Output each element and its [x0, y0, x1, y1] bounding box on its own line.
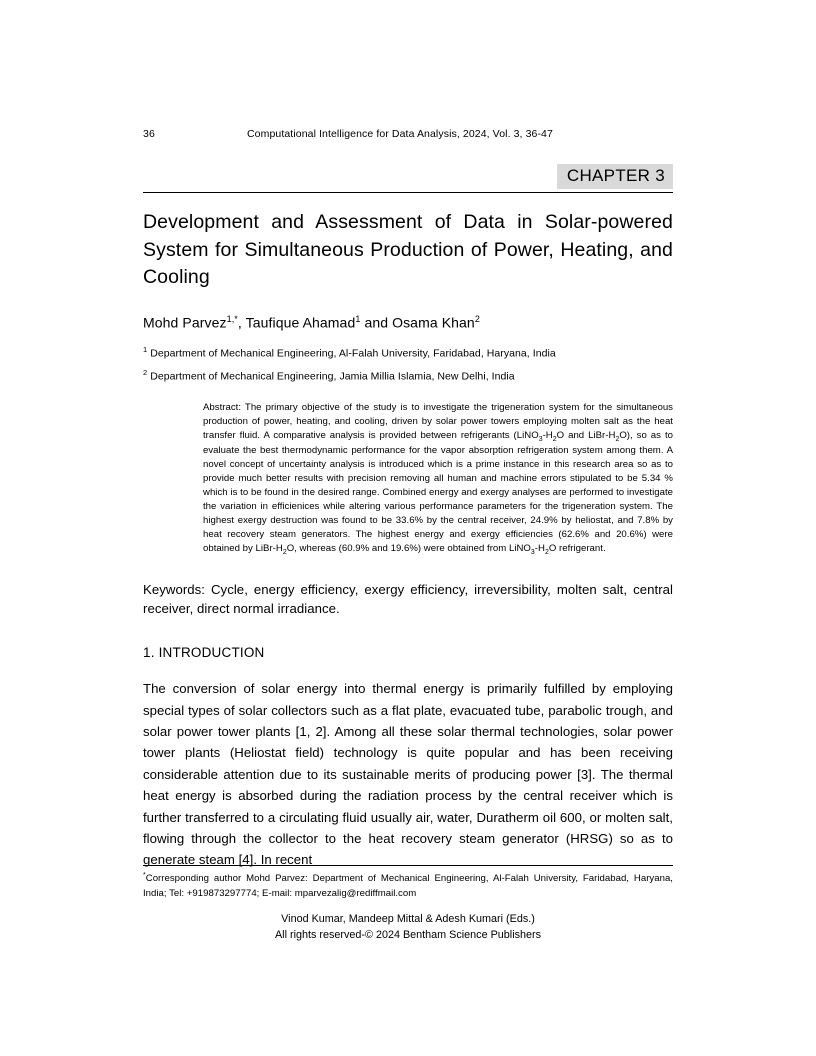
copyright-line: All rights reserved-© 2024 Bentham Science Publishers	[274, 929, 541, 942]
footnote-divider	[143, 865, 673, 866]
header-divider	[143, 192, 673, 193]
abstract-block	[203, 401, 673, 558]
abstract-text-1: The primary objective of the study is to investigate the trigeneration system for the simultaneous production of power, heating, and cooling, driven by solar power towers employing molten salt as the heat transfer fluid. A comparative analysis is provided between refrigerants (LiNO	[203, 401, 673, 441]
abstract-text-4: O), so as to evaluate the best thermodynamic performance for the vapor absorption refrigeration system among them. A novel concept of uncertainty analysis is introduced which is a prime instance in this research area so as to provide much better results with precision removing all human and machine errors stipulated to be 5.34 % which is to be found in the desired range. Combined energy and exergy analyses are performed to investigate the variation in efficienices while altering various performance parameters for the trigeneration system. The highest exergy destruction was found to be 33.6% by the central receiver, 24.9% by heliostat, and 7.8% by heat recovery steam generators. The highest energy and exergy efficiencies (62.6% and 20.6%) were obtained by LiBr-H	[203, 429, 673, 554]
keywords-text: Cycle, energy efficiency, exergy efficiency, irreversibility, molten salt, central receiver, direct normal irradiance.	[143, 581, 673, 617]
section-heading-introduction: 1. INTRODUCTION	[143, 645, 265, 661]
author-name-3: Osama Khan	[392, 314, 475, 331]
abstract-text-7: O refrigerant.	[548, 542, 606, 554]
keywords-block	[143, 580, 673, 620]
author-name-1: Mohd Parvez	[143, 314, 227, 331]
abstract-sub-3: 2	[615, 435, 620, 443]
author-affil-marker-2: 1	[355, 314, 361, 325]
affiliation-2	[143, 368, 673, 383]
abstract-sub-4: 2	[282, 548, 287, 556]
abstract-sub-6: 2	[544, 548, 549, 556]
author-affil-marker-3: 2	[474, 314, 480, 325]
abstract-sub-2: 2	[552, 435, 557, 443]
chapter-number-badge: CHAPTER 3	[557, 164, 673, 189]
footnote-area	[143, 865, 673, 901]
abstract-label: Abstract:	[203, 401, 242, 413]
affiliation-1	[143, 345, 673, 360]
abstract-text-3: O and LiBr-H	[556, 429, 616, 441]
affiliation-text-1: Department of Mechanical Engineering, Al-Falah University, Faridabad, Haryana, India	[150, 347, 556, 360]
abstract-sub-5: 3	[530, 548, 535, 556]
author-name-2: Taufique Ahamad	[245, 314, 356, 331]
running-head	[143, 128, 673, 140]
introduction-paragraph: The conversion of solar energy into thermal energy is primarily fulfilled by employing special types of solar collectors such as a flat plate, evacuated tube, parabolic trough, and solar power tower plants [1, 2]. Among all these solar thermal technologies, solar power tower plants (Heliostat field) technology is quite popular and has been receiving considerable attention due to its sustainable merits of producing power [3]. The thermal heat energy is absorbed during the radiation process by the central receiver which is further transferred to a circulating fluid usually air, water, Duratherm oil 600, or molten salt, flowing through the collector to the heat recovery steam generator (HRSG) so as to generate steam [4]. In recent	[143, 681, 673, 868]
page-number: 36	[143, 128, 155, 140]
footnote-text: Corresponding author Mohd Parvez: Department of Mechanical Engineering, Al-Falah University, Faridabad, Haryana, India; Tel: +919873297774; E-mail: mparvezalig@rediffmail.com	[143, 873, 673, 899]
affiliation-text-2: Department of Mechanical Engineering, Jamia Millia Islamia, New Delhi, India	[150, 370, 515, 383]
author-affil-marker-1: 1,*	[226, 314, 238, 325]
abstract-text-2: -H	[542, 429, 553, 441]
corresponding-author-footnote	[143, 871, 673, 901]
affiliation-marker-2: 2	[143, 368, 148, 378]
author-separator-2: and	[360, 314, 393, 331]
editors-line: Vinod Kumar, Mandeep Mittal & Adesh Kumari (Eds.)	[281, 912, 535, 925]
journal-reference: Computational Intelligence for Data Analysis, 2024, Vol. 3, 36-47	[247, 128, 553, 140]
chapter-banner-row	[143, 164, 673, 189]
abstract-sub-1: 3	[538, 435, 543, 443]
abstract-text-5: O, whereas (60.9% and 19.6%) were obtained from LiNO	[286, 542, 531, 554]
page-title: Development and Assessment of Data in Solar-powered System for Simultaneous Production of Power, Heating, and Cooling	[143, 211, 673, 289]
affiliation-marker-1: 1	[143, 344, 148, 354]
author-list	[143, 314, 673, 331]
author-separator-1: ,	[237, 314, 246, 331]
abstract-text-6: -H	[534, 542, 545, 554]
colophon	[143, 911, 673, 944]
keywords-label: Keywords:	[143, 581, 206, 597]
footnote-marker: *	[143, 872, 146, 880]
